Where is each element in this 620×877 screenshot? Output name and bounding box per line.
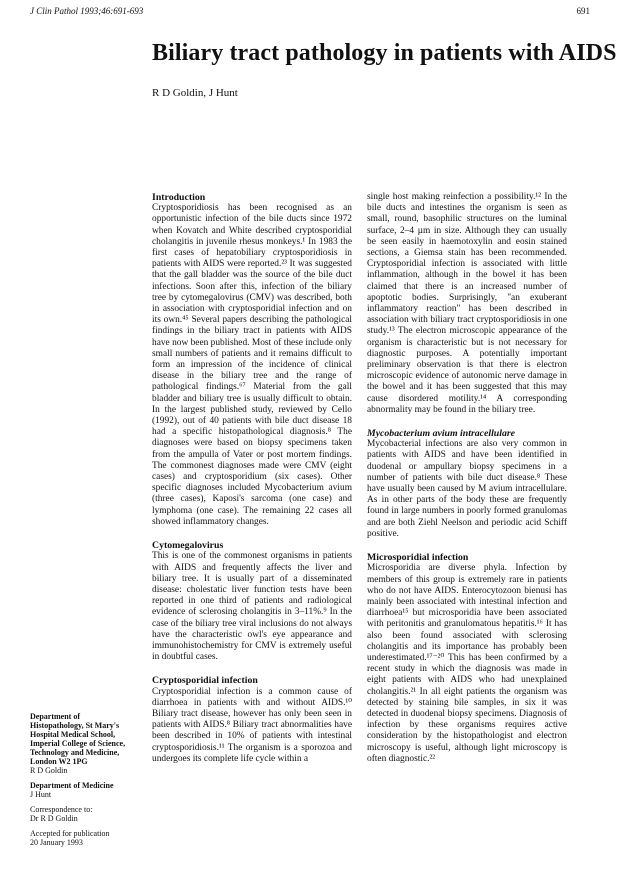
section-text-cryptosporidial-continued: single host making reinfection a possibility.¹² In the bile ducts and intestines the organism is seen as small, round, basophilic structures on the luminal surface, 2–4 µm in size. Although they can usually be seen easily in haemotoxylin and eosin stained sections, a Giemsa stain has been recommended. Cryptosporidial infection is associated with little inflammation, although in the bowel it has been claimed that there is an increased number of apoptotic bodies. Surprisingly, "an exuberant inflammatory reaction" has been described in association with biliary tract cryptosporidiosis in one study.¹³ The electron microscopic appearance of the organism is characteristic but is not necessary for diagnostic purposes. A potentially important preliminary observation is that there is electron microscopic evidence of autonomic nerve damage in the bowel and it has been suggested that this may cause disordered motility.¹⁴ A corresponding abnormality may be found in the biliary tree. bbox=[367, 192, 567, 415]
article-authors: R D Goldin, J Hunt bbox=[152, 87, 238, 99]
column-right bbox=[367, 192, 567, 765]
affiliation-department-medicine: Department of Medicine bbox=[30, 781, 114, 790]
affiliation-author-hunt: J Hunt bbox=[30, 790, 52, 799]
section-text-microsporidial: Microsporidia are diverse phyla. Infection by members of this group is extremely rare in patients who do not have AIDS. Enterocytozoon bienusi has mainly been associated with intestinal infection and diarrhoea¹⁵ but microsporidia have been associated with peritonitis and granulomatous hepatitis.¹⁶ It has also been found associated with sclerosing cholangitis and its importance has probably been underestimated.¹⁷⁻²⁰ This has been confirmed by a recent study in which the diagnosis was made in eight patients with AIDS who had unexplained cholangitis.²¹ In all eight patients the organism was detected by staining bile samples, in six it was detected in duodenal biopsy specimens. Diagnosis of infection by these organisms requires active consideration by the histopathologist and electron microscopy is useful, although light microscopy is often diagnostic.²² bbox=[367, 563, 567, 764]
section-heading-cytomegalovirus: Cytomegalovirus bbox=[152, 540, 224, 552]
author-affiliations bbox=[30, 712, 135, 847]
page-number: 691 bbox=[576, 6, 590, 16]
section-heading-introduction: Introduction bbox=[152, 192, 206, 203]
affiliation-author-goldin: R D Goldin bbox=[30, 766, 68, 775]
correspondence-name: Dr R D Goldin bbox=[30, 814, 78, 823]
article-title: Biliary tract pathology in patients with AIDS bbox=[152, 40, 617, 66]
affiliation-department-histopathology: Department of Histopathology, St Mary's Hospital Medical School, Imperial College of Science, Technology and Medicine, London W2 1PG bbox=[30, 712, 126, 766]
section-heading-cryptosporidial: Cryptosporidial infection bbox=[152, 675, 258, 687]
accepted-label: Accepted for publication bbox=[30, 829, 110, 838]
column-left bbox=[152, 192, 352, 765]
section-text-mycobacterium: Mycobacterial infections are also very common in patients with AIDS and have been identified in duodenal or ampullary biopsy specimens in a number of patients with bile duct disease.⁸ These have usually been caused by M avium intracellulare. As in other parts of the body these are frequently found in large numbers in poorly formed granulomas and are both Ziehl Neelson and periodic acid Schiff positive. bbox=[367, 439, 567, 539]
accepted-date: 20 January 1993 bbox=[30, 838, 83, 847]
section-text-cytomegalovirus: This is one of the commonest organisms in patients with AIDS and frequently affects the liver and biliary tree. It is usually part of a disseminated disease: cholestatic liver function tests have been reported in one third of patients and radiological evidence of sclerosing cholangitis in 3–11%.⁹ In the case of the biliary tree viral inclusions do not always have the characteristic owl's eye appearance and immunohistochemistry for CMV is extremely useful in doubtful cases. bbox=[152, 551, 352, 663]
section-text-introduction: Cryptosporidiosis has been recognised as an opportunistic infection of the bile ducts since 1972 when Kovatch and White described cryptosporidial cholangitis in juvenile rhesus monkeys.¹ In 1983 the first cases of hepatobiliary cryptosporidiosis in patients with AIDS were reported.²³ It was suggested that the gall bladder was the source of the bile duct infections. Soon after this, infection of the biliary tree by cytomegalovirus (CMV) was described, both in association with cryptosporidial infection and on its own.⁴⁵ Several papers describing the pathological findings in the biliary tract in patients with AIDS have now been published. Most of these include only small numbers of patients and it remains difficult to form an impression of the incidence of clinical disease in the biliary tree and the range of pathological findings.⁶⁷ Material from the gall bladder and biliary tree is usually difficult to obtain. In the largest published study, reviewed by Cello (1992), out of 40 patients with bile duct disease 18 had a specific histopathological diagnosis.⁸ The diagnoses were based on biopsy specimens taken from the ampulla of Vater or post mortem findings. The commonest diagnoses made were CMV (eight cases) and cryptosporidium (six cases). Other specific diagnoses included Mycobacterium avium (three cases), Kaposi's sarcoma (one case) and lymphoma (one case). The remaining 22 cases all showed inflammatory changes. bbox=[152, 203, 352, 527]
journal-citation: J Clin Pathol 1993;46:691-693 bbox=[30, 6, 144, 16]
correspondence-label: Correspondence to: bbox=[30, 805, 93, 814]
section-text-cryptosporidial: Cryptosporidial infection is a common cause of diarrhoea in patients with and without AIDS.¹⁰ Biliary tract disease, however has only been seen in patients with AIDS.⁸ Biliary tract abnormalities have been described in 10% of patients with intestinal cryptosporidiosis.¹¹ The organism is a sporozoa and undergoes its complete life cycle within a bbox=[152, 686, 352, 764]
section-heading-mycobacterium: Mycobacterium avium intracellulare bbox=[367, 428, 516, 440]
section-heading-microsporidial: Microsporidial infection bbox=[367, 552, 469, 564]
